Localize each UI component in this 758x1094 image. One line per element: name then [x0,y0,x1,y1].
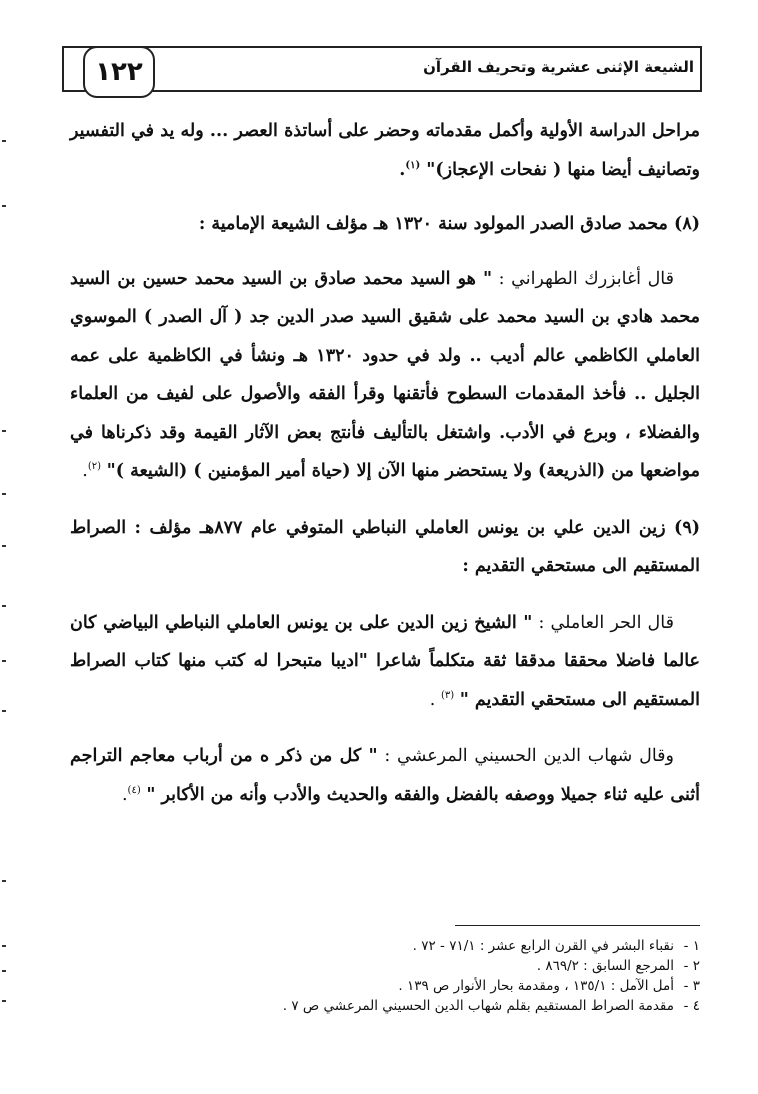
scan-edge-mark [2,493,6,495]
paragraph-4: وقال شهاب الدين الحسيني المرعشي : " كل من ذكر ه من أرباب معاجم التراجم أثنى عليه ثناء جميلا ووصفه بالفضل والفقه والحديث والأدب وأنه من الأكابر " $^{(٤)}$. [70,746,700,805]
paragraph-4-intro: وقال شهاب الدين الحسيني المرعشي : [384,746,674,766]
paragraph-4-quote: " كل من ذكر ه من أرباب معاجم التراجم أثنى عليه ثناء جميلا ووصفه بالفضل والفقه والحديث والأدب وأنه من الأكابر " [70,746,700,805]
footnote-2 [140,956,700,976]
scan-edge-mark [2,710,6,712]
paragraph-3-intro: قال الحر العاملي : [538,612,674,633]
paragraph-2-intro: قال أغابزرك الطهراني : [498,268,674,289]
scan-edge-mark [2,945,6,947]
scan-edge-mark [2,140,6,142]
scan-edge-mark [2,660,6,662]
main-text [70,112,700,814]
paragraph-3-quote: " الشيخ زين الدين على بن يونس العاملي النباطي البياضي كان عالما فاضلا محققا مدققا ثقة متكلماً شاعرا "اديبا متبحرا له كتب منها كتاب الصراط المستقيم الى مستحقي التقديم " [70,612,700,710]
paragraph-2: قال أغابزرك الطهراني : " هو السيد محمد صادق بن السيد محمد حسين بن السيد محمد هادي بن السيد محمد على شقيق السيد صدر الدين جد ( آل الصدر ) الموسوي العاملي الكاظمي عالم أديب .. ولد في حدود ١٣٢٠ هـ ونشأ في الكاظمية على عمه الجليل .. فأخذ المقدمات السطوح فأتقنها وقرأ الفقه والأصول على لفيف من العلماء والفضلاء ، وبرع في الأدب. واشتغل بالتأليف فأنتج بعض الآثار القيمة وقد ذكرناها في مواضعها من (الذريعة) ولا يستحضر منها الآن إلا (حياة أمير المؤمنين ) (الشيعة )" $^{(٢)}$. [70,268,700,481]
scan-edge-mark [2,605,6,607]
paragraph-2-quote: " هو السيد محمد صادق بن السيد محمد حسين بن السيد محمد هادي بن السيد محمد على شقيق السيد صدر الدين جد ( آل الصدر ) الموسوي العاملي الكاظمي عالم أديب .. ولد في حدود ١٣٢٠ هـ ونشأ في الكاظمية على عمه الجليل .. فأخذ المقدمات السطوح فأتقنها وقرأ الفقه والأصول على لفيف من العلماء والفضلاء ، وبرع في الأدب. واشتغل بالتأليف فأنتج بعض الآثار القيمة وقد ذكرناها في مواضعها من (الذريعة) ولا يستحضر منها الآن إلا (حياة أمير المؤمنين ) (الشيعة )" [70,268,700,481]
running-header-title: الشيعة الإثنى عشرية وتحريف القرآن [423,58,694,76]
paragraph-1-text: مراحل الدراسة الأولية وأكمل مقدماته وحضر على أساتذة العصر ... وله يد في التفسير وتصانيف أيضا منها ( نفحات الإعجاز)" [70,121,700,180]
scan-edge-mark [2,1000,6,1002]
footnote-ref-3: (٣) [440,689,455,701]
scan-edge-mark [2,970,6,972]
footnote-mark: ٣ - [683,978,700,994]
paragraph-1: مراحل الدراسة الأولية وأكمل مقدماته وحضر على أساتذة العصر ... وله يد في التفسير وتصانيف أيضا منها ( نفحات الإعجاز)" $^{(١)}$. [70,121,700,180]
section-heading-9: (٩) زين الدين علي بن يونس العاملي النباطي المتوفي عام ٨٧٧هـ مؤلف : الصراط المستقيم الى مستحقي التقديم : [70,517,701,576]
scan-edge-mark [2,430,6,432]
footnote-1 [140,936,700,956]
scan-edge-mark [2,205,6,207]
footnote-mark: ٢ - [683,958,700,974]
page-number: ١٢٢ [83,46,155,98]
scan-edge-mark [2,880,6,882]
scan-edge-mark [2,545,6,547]
footnote-ref-4: (٤) [127,784,141,796]
footnote-4 [140,996,700,1016]
footnote-text: المرجع السابق : ٨٦٩/٢ . [536,958,674,974]
footnote-ref-1: (١) [405,159,421,171]
footnotes [140,936,700,1016]
section-heading-8: (٨) محمد صادق الصدر المولود سنة ١٣٢٠ هـ مؤلف الشيعة الإمامية : [198,214,700,234]
footnote-text: أمل الآمل : ١٣٥/١ ، ومقدمة بحار الأنوار ص ١٣٩ . [398,978,674,994]
paragraph-3: قال الحر العاملي : " الشيخ زين الدين على بن يونس العاملي النباطي البياضي كان عالما فاضلا محققا مدققا ثقة متكلماً شاعرا "اديبا متبحرا له كتب منها كتاب الصراط المستقيم الى مستحقي التقديم " $^{(٣)}$ . [70,612,700,710]
footnote-mark: ٤ - [683,998,700,1014]
footnote-mark: ١ - [683,938,700,954]
footnote-text: مقدمة الصراط المستقيم بقلم شهاب الدين الحسيني المرعشي ص ٧ . [282,998,674,1014]
footnote-separator [455,925,700,926]
footnote-3 [140,976,700,996]
footnote-ref-2: (٢) [87,461,102,473]
footnote-text: نقباء البشر في القرن الرابع عشر : ٧١/١ - ٧٢ . [412,938,674,954]
